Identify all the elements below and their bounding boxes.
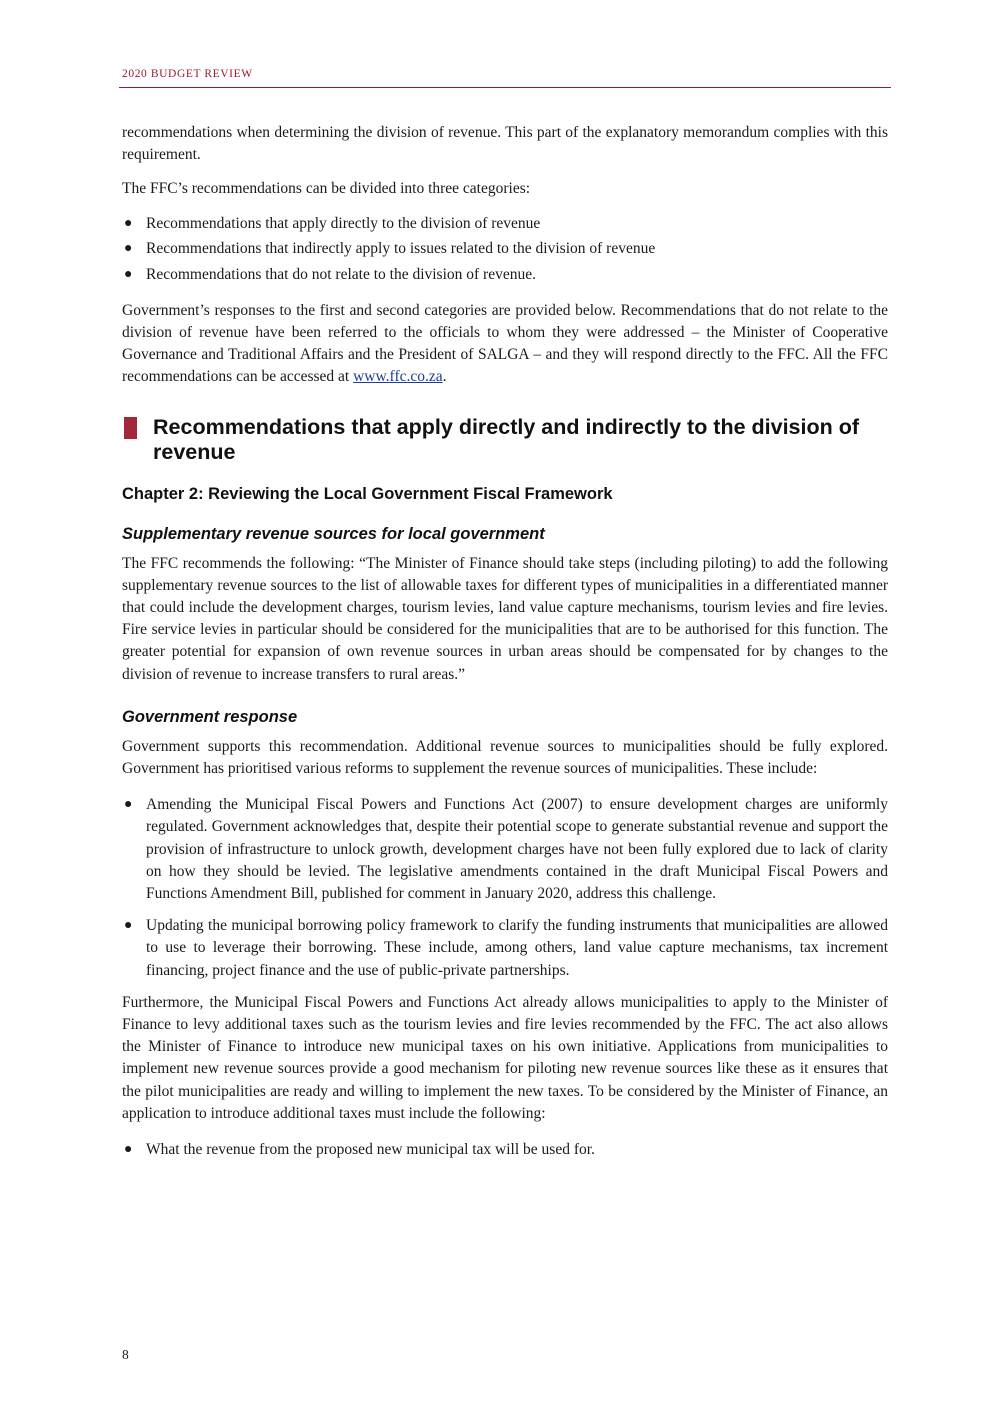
chapter-heading: Chapter 2: Reviewing the Local Government Fiscal Framework — [122, 484, 613, 503]
page-number: 8 — [122, 1347, 129, 1362]
list-item-text: What the revenue from the proposed new municipal tax will be used for. — [146, 1141, 595, 1158]
section-marker-icon — [124, 417, 137, 439]
list-item — [122, 915, 888, 982]
subheading-government-response: Government response — [122, 707, 298, 726]
bullet-icon: ● — [124, 1142, 133, 1157]
paragraph-categories-intro: The FFC’s recommendations can be divided into three categories: — [122, 180, 531, 198]
paragraph-government-supports: Government supports this recommendation. Additional revenue sources to municipalities should be fully explored. Government has prioritised various reforms to supplement the revenue sources of municipalities. These include: — [122, 737, 888, 777]
paragraph-continuation: recommendations when determining the division of revenue. This part of the explanatory memorandum complies with this requirement. — [122, 124, 888, 164]
reforms-list — [122, 794, 888, 982]
ffc-website-link[interactable]: www.ffc.co.za — [353, 368, 443, 386]
bullet-icon: ● — [124, 918, 133, 934]
paragraph-responses-text: Government’s responses to the first and second categories are provided below. Recommendations that do not relate to the division of revenue have been referred to the officials to whom they were addressed – the Minister of Cooperative Governance and Traditional Affairs and the President of SALGA – and they will respond directly to the FFC. All the FFC recommendations can be accessed at — [122, 301, 888, 386]
bullet-icon: ● — [124, 267, 133, 283]
bullet-icon: ● — [124, 797, 133, 813]
paragraph-furthermore: Furthermore, the Municipal Fiscal Powers and Functions Act already allows municipalities to apply to the Minister of Finance to levy additional taxes such as the tourism levies and fire levies recommended by the FFC. The act also allows the Minister of Finance to introduce new municipal taxes on his own initiative. Applications from municipalities to implement new revenue sources provide a good mechanism for piloting new revenue sources like these as it ensures that the pilot municipalities are ready and willing to implement the new taxes. To be considered by the Minister of Finance, an application to introduce additional taxes must include the following: — [122, 993, 888, 1122]
header-rule — [119, 87, 891, 88]
subheading-supplementary: Supplementary revenue sources for local government — [122, 524, 545, 543]
section-heading-block — [122, 415, 888, 465]
application-requirements-list — [122, 1139, 888, 1161]
list-item-text: Amending the Municipal Fiscal Powers and Functions Act (2007) to ensure development charges are uniformly regulated. Government acknowledges that, despite their potential scope to generate substantial revenue and support the provision of infrastructure to unlock growth, development charges have not been fully explored due to lack of clarity on how they should be levied. The legislative amendments contained in the draft Municipal Fiscal Powers and Functions Amendment Bill, published for comment in January 2020, address this challenge. — [146, 796, 888, 902]
paragraph-ffc-recommends: The FFC recommends the following: “The Minister of Finance should take steps (including piloting) to add the following supplementary revenue sources to the list of allowable taxes for different types of municipalities in a differentiated manner that could include the development charges, tourism levies, land value capture mechanisms, tourism levies and fire levies. Fire service levies in particular should be considered for the municipalities that are to be authorised for this function. The greater potential for expansion of own revenue sources in urban areas should be compensated for by changes to the division of revenue to increase transfers to rural areas.” — [122, 554, 888, 683]
categories-list — [122, 213, 888, 287]
list-item-text: Recommendations that do not relate to the division of revenue. — [146, 266, 536, 284]
running-header: 2020 BUDGET REVIEW — [122, 68, 253, 80]
list-item — [122, 794, 888, 905]
list-item — [122, 238, 888, 260]
page-content — [122, 122, 888, 1165]
list-item — [122, 264, 888, 286]
list-item — [122, 213, 888, 235]
section-heading: Recommendations that apply directly and indirectly to the division of revenue — [153, 414, 860, 464]
paragraph-responses — [122, 300, 888, 389]
list-item-text: Updating the municipal borrowing policy framework to clarify the funding instruments that municipalities are allowed to use to leverage their borrowing. These include, among others, land value capture mechanisms, tax increment financing, project finance and the use of public-private partnerships. — [146, 917, 888, 979]
list-item-text: Recommendations that apply directly to the division of revenue — [146, 214, 541, 232]
list-item-text: Recommendations that indirectly apply to issues related to the division of revenue — [146, 240, 656, 258]
bullet-icon: ● — [124, 241, 133, 257]
paragraph-responses-end: . — [442, 368, 447, 386]
list-item — [122, 1139, 888, 1161]
bullet-icon: ● — [124, 215, 133, 231]
